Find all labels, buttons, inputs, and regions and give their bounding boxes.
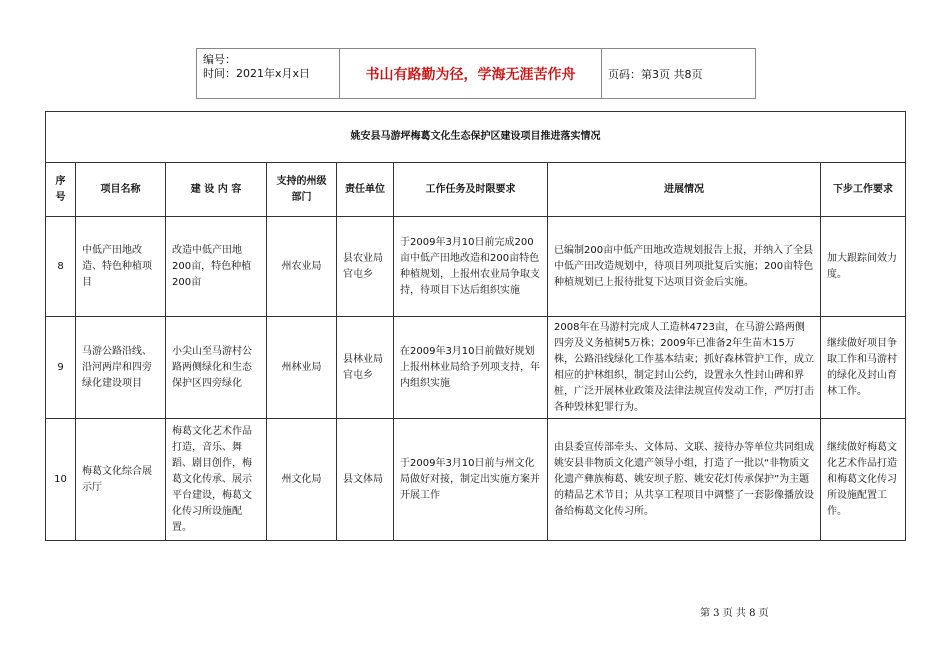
column-header-dept: 支持的州级部门 — [267, 163, 337, 217]
task-requirement: 于2009年3月10日前与州文化局做好对接，制定出实施方案并开展工作 — [394, 419, 548, 541]
table-row — [46, 419, 906, 541]
progress-status: 2008年在马游村完成人工造林4723亩，在马游公路两侧四旁及义务植树5万株；2009年已准备2年生苗木15万株，公路沿线绿化工作基本结束；抓好森林管护工作，成立相应的护林组织，制定封山公约，设置永久性封山碑和界桩，广泛开展林业政策及法律法规宣传发动工作，严厉打击各种毁林犯罪行为。 — [548, 317, 821, 419]
table-header-row — [46, 163, 906, 217]
column-header-unit: 责任单位 — [337, 163, 394, 217]
header-motto: 书山有路勤为径，学海无涯苦作舟 — [340, 49, 602, 98]
task-requirement: 在2009年3月10日前做好规划上报州林业局给予列项支持，年内组织实施 — [394, 317, 548, 419]
column-header-content: 建 设 内 容 — [166, 163, 267, 217]
column-header-task: 工作任务及时限要求 — [394, 163, 548, 217]
row-number: 10 — [46, 419, 76, 541]
table-row — [46, 217, 906, 317]
page-footer: 第 3 页 共 8 页 — [700, 608, 769, 619]
project-name: 马游公路沿线、沿河两岸和四旁绿化建设项目 — [76, 317, 166, 419]
document-number-label: 编号： — [203, 53, 236, 66]
row-number: 8 — [46, 217, 76, 317]
progress-table — [45, 111, 906, 541]
progress-status: 由县委宣传部牵头、文体局、文联、接待办等单位共同组成姚安县非物质文化遗产领导小组，打造了一批以“非物质文化遗产彝族梅葛、姚安坝子腔、姚安花灯传承保护”为主题的精品艺术节目；从共享工程项目中调整了一套影像播放设备给梅葛文化传习所。 — [548, 419, 821, 541]
responsible-unit: 县文体局 — [337, 419, 394, 541]
document-header — [196, 48, 756, 99]
header-page-label: 页码：第3页 共8页 — [608, 67, 703, 81]
column-header-name: 项目名称 — [76, 163, 166, 217]
column-header-next: 下步工作要求 — [821, 163, 906, 217]
header-meta — [197, 49, 340, 98]
column-header-progress: 进展情况 — [548, 163, 821, 217]
project-content: 梅葛文化艺术作品打造，音乐、舞蹈、剧目创作，梅葛文化传承、展示平台建设，梅葛文化传习所设施配置。 — [166, 419, 267, 541]
table-title: 姚安县马游坪梅葛文化生态保护区建设项目推进落实情况 — [46, 112, 906, 163]
row-number: 9 — [46, 317, 76, 419]
next-step: 继续做好梅葛文化艺术作品打造和梅葛文化传习所设施配置工作。 — [821, 419, 906, 541]
next-step: 加大跟踪间效力度。 — [821, 217, 906, 317]
document-time-label: 时间：2021年x月x日 — [203, 67, 311, 80]
table-row — [46, 317, 906, 419]
column-header-no: 序号 — [46, 163, 76, 217]
progress-status: 已编制200亩中低产田地改造规划报告上报，并纳入了全县中低产田改造规划中，待项目列项批复后实施；200亩特色种植规划已上报待批复下达项目资金后实施。 — [548, 217, 821, 317]
project-name: 梅葛文化综合展示厅 — [76, 419, 166, 541]
project-name: 中低产田地改造、特色种植项目 — [76, 217, 166, 317]
support-dept: 州农业局 — [267, 217, 337, 317]
task-requirement: 于2009年3月10日前完成200亩中低产田地改造和200亩特色种植规划，上报州农业局争取支持，待项目下达后组织实施 — [394, 217, 548, 317]
support-dept: 州文化局 — [267, 419, 337, 541]
project-content: 小尖山至马游村公路两侧绿化和生态保护区四旁绿化 — [166, 317, 267, 419]
next-step: 继续做好项目争取工作和马游村的绿化及封山育林工作。 — [821, 317, 906, 419]
responsible-unit: 县农业局官屯乡 — [337, 217, 394, 317]
responsible-unit: 县林业局官屯乡 — [337, 317, 394, 419]
support-dept: 州林业局 — [267, 317, 337, 419]
project-content: 改造中低产田地200亩，特色种植200亩 — [166, 217, 267, 317]
